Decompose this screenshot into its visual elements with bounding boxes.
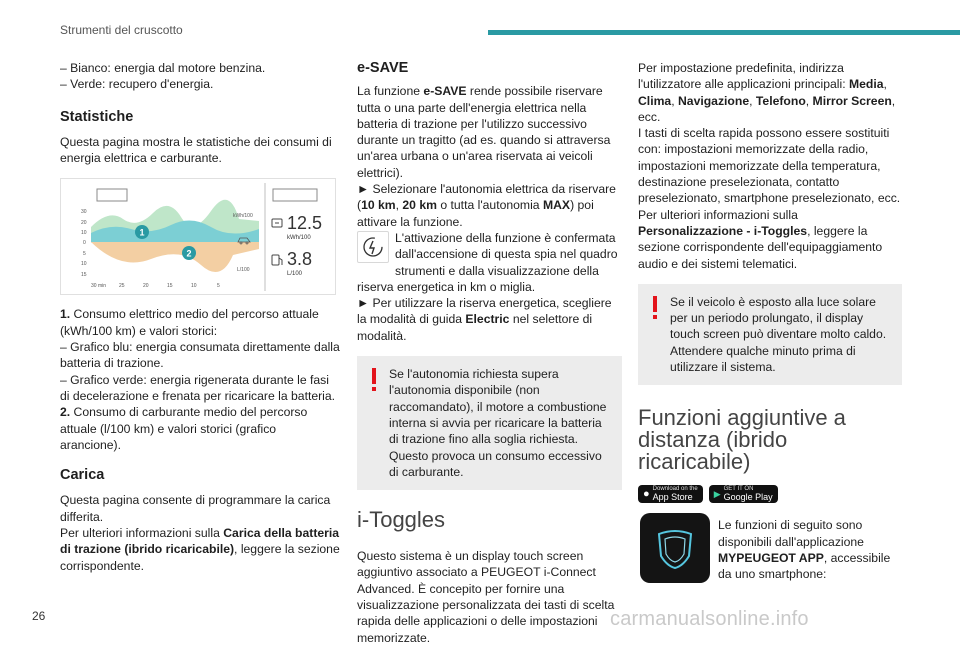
axis-x-label: 5: [217, 283, 220, 290]
intro-line: – Bianco: energia dal motore benzina.: [60, 61, 266, 75]
axis-x-label: 10: [191, 283, 197, 290]
note-2-text: Consumo di carburante medio del percorso attuale (l/100 km) e valori storici (grafico arancione).: [60, 405, 308, 452]
apple-icon: ●: [643, 488, 650, 501]
esave-step-1-a: ► Selezionare l'autonomia elettrica da riservare (: [357, 182, 616, 213]
esave-paragraph: [357, 83, 622, 181]
column-right: [638, 60, 902, 583]
touchscreen-warning-text: Se il veicolo è esposto alla luce solare per un periodo prolungato, il display touch screen può diventare molto caldo. Attendere qualche minuto prima di utilizzare il sistema.: [670, 294, 887, 375]
carica-more-post: , leggere la sezione corrispondente.: [60, 542, 340, 573]
remote-functions-heading: Funzioni aggiuntive a distanza (ibrido ricaricabile): [638, 405, 846, 475]
header-accent-bar: [488, 30, 960, 35]
google-play-badge[interactable]: [709, 485, 778, 503]
axis-x-label: 20: [143, 283, 149, 290]
app-telefono: Telefono: [755, 93, 806, 108]
intro-line: – Verde: recupero d'energia.: [60, 77, 214, 92]
itoggles-apps-post: , ecc.: [638, 93, 896, 124]
esave-step-1-max: MAX: [542, 198, 571, 213]
page-number: 26: [32, 609, 46, 623]
app-store-small: Download on the: [652, 486, 698, 493]
google-play-large: Google Play: [723, 492, 773, 503]
esave-p1-bold: e-SAVE: [423, 84, 467, 99]
esave-step-2-pre: ► Per utilizzare la riserva energetica, scegliere la modalità di guida: [357, 296, 612, 327]
header-title: Strumenti del cruscotto: [60, 23, 183, 37]
remote-text-pre: Le funzioni di seguito sono disponibili dall'applicazione: [718, 518, 864, 549]
note-1: [60, 306, 340, 339]
esave-step-1-e: ) poi attivare la funzione.: [357, 198, 594, 229]
app-store-large: App Store: [652, 492, 693, 503]
esave-step-2-bold: Electric: [465, 312, 510, 327]
warning-exclamation-icon: [649, 294, 661, 322]
esave-warning-text: Se l'autonomia richiesta supera l'autonomia disponibile (non raccomandato), il motore a combustione interna si avvia per ricaricare la batteria di trazione fino alla soglia richiesta. Questo provoca un consumo eccessivo di carburante.: [389, 367, 607, 479]
unit-bottom: L/100: [237, 267, 250, 274]
play-icon: ▶: [713, 489, 721, 500]
axis-value: 10: [81, 230, 87, 237]
warning-exclamation-icon: [368, 366, 380, 394]
store-badges: [638, 485, 902, 503]
note-2: [60, 404, 340, 453]
mypeugeot-app-icon: [640, 513, 710, 583]
axis-value: 10: [81, 261, 87, 268]
itoggles-more-post: , leggere la sezione corrispondente dell'equipaggiamento audio e dei sistemi telematici.: [638, 223, 883, 271]
itoggles-apps-pre: Per impostazione predefinita, indirizza l'utilizzatore alle applicazioni principali:: [638, 61, 849, 92]
stats-text: Questa pagina mostra le statistiche dei consumi di energia elettrica e carburante.: [60, 134, 332, 166]
axis-value: 5: [83, 251, 86, 258]
esave-indicator-text: L'attivazione della funzione è confermata dall'accensione di questa spia nel quadro strumenti e dalla visualizzazione della riserva energetica in km o miglia.: [357, 230, 618, 294]
column-left: [60, 60, 340, 574]
esave-p1-post: rende possibile riservare tutta o una parte dell'energia elettrica nella batteria di trazione per l'utilizzo successivo durante un tragitto (ad es. quando si attraversa un'area urbana o un'area riservata ai veicoli elettrici).: [357, 84, 611, 180]
note-1-line: – Grafico verde: energia rigenerata durante le fasi di decelerazione e frenata per ricaricare la batteria.: [60, 372, 336, 403]
itoggles-more-info: [638, 207, 902, 272]
elec-unit: kWh/100: [287, 235, 311, 242]
app-mirror-screen: Mirror Screen: [812, 93, 892, 108]
fuel-unit: L/100: [287, 271, 303, 278]
carica-more-link: Carica della batteria di trazione (ibrido ricaricabile): [60, 526, 340, 557]
elec-value: 12.5: [287, 213, 323, 234]
axis-value: 15: [81, 272, 87, 279]
esave-step-2-post: nel selettore di modalità.: [357, 312, 593, 343]
app-media: Media: [848, 77, 884, 92]
remote-text-post: , accessibile da uno smartphone:: [718, 550, 891, 582]
google-play-small: GET IT ON: [723, 486, 754, 493]
consumption-figure: [60, 178, 336, 295]
touchscreen-warning-box: [638, 284, 902, 385]
axis-value: 0: [83, 240, 86, 247]
itoggles-more-pre: Per ulteriori informazioni sulla: [638, 207, 798, 222]
axis-x-label: 30 min: [91, 283, 107, 290]
axis-value: 30: [81, 209, 87, 216]
axis-x-label: 25: [119, 283, 125, 290]
remote-text-app: MYPEUGEOT APP: [718, 550, 824, 565]
carica-heading: Carica: [60, 467, 105, 484]
app-clima: Clima: [638, 93, 672, 108]
esave-step-1: [357, 181, 622, 230]
remote-functions-text: [718, 513, 902, 583]
watermark: carmanualsonline.info: [610, 608, 809, 630]
unit-top: kWh/100: [233, 213, 253, 220]
carica-more: [60, 525, 340, 574]
itoggles-text: Questo sistema è un display touch screen aggiuntivo associato a PEUGEOT i-Connect Advanced. È concepito per fornire una visualizzazione personalizzata dei tasti di scelta rapida delle applicazioni o delle impostazioni memorizzate.: [357, 549, 615, 645]
esave-indicator-note: [357, 230, 622, 295]
marker-2-label: 2: [186, 248, 192, 259]
app-store-badge[interactable]: [638, 485, 703, 503]
note-2-number: 2.: [60, 405, 71, 420]
mypeugeot-app-row: [638, 513, 902, 583]
carica-text: Questa pagina consente di programmare la carica differita.: [60, 493, 331, 524]
esave-step-1-20km: 20 km: [402, 198, 437, 213]
stats-heading: Statistiche: [60, 108, 134, 125]
itoggles-default-apps: Per impostazione predefinita, indirizza l'utilizzatore alle applicazioni principali: Media, Clima, Navigazione, Telefono, Mirror Screen, ecc.: [638, 61, 896, 124]
esave-warning-box: [357, 356, 622, 490]
esave-step-1-c: ,: [395, 198, 403, 213]
itoggles-shortcuts: I tasti di scelta rapida possono essere sostituiti con: impostazioni memorizzate della radio, impostazioni memorizzate della temperatura, destinazione preselezionata, contatto preselezionato, smartphone preselezionato, ecc.: [638, 126, 901, 206]
app-navigazione: Navigazione: [677, 93, 750, 108]
esave-step-1-10km: 10 km: [361, 198, 396, 213]
esave-step-2: [357, 295, 622, 344]
consumption-chart-illustration: [61, 179, 335, 294]
axis-value: 20: [81, 220, 87, 227]
esave-p1-pre: La funzione: [357, 84, 424, 99]
itoggles-more-link: Personalizzazione - i-Toggles: [638, 223, 808, 238]
esave-indicator-icon: [357, 231, 389, 263]
fuel-value: 3.8: [287, 249, 313, 270]
itoggles-heading: i-Toggles: [357, 507, 446, 533]
column-middle: [357, 60, 622, 646]
marker-1-label: 1: [139, 227, 145, 238]
note-1-number: 1.: [60, 307, 71, 322]
note-1-text: Consumo elettrico medio del percorso attuale (kWh/100 km) e valori storici:: [60, 307, 319, 338]
esave-heading: e-SAVE: [357, 60, 409, 76]
note-1-line: – Grafico blu: energia consumata direttamente dalla batteria di trazione.: [60, 340, 340, 371]
carica-more-pre: Per ulteriori informazioni sulla: [60, 526, 224, 541]
esave-step-1-d: o tutta l'autonomia: [436, 198, 543, 213]
axis-x-label: 15: [167, 283, 173, 290]
